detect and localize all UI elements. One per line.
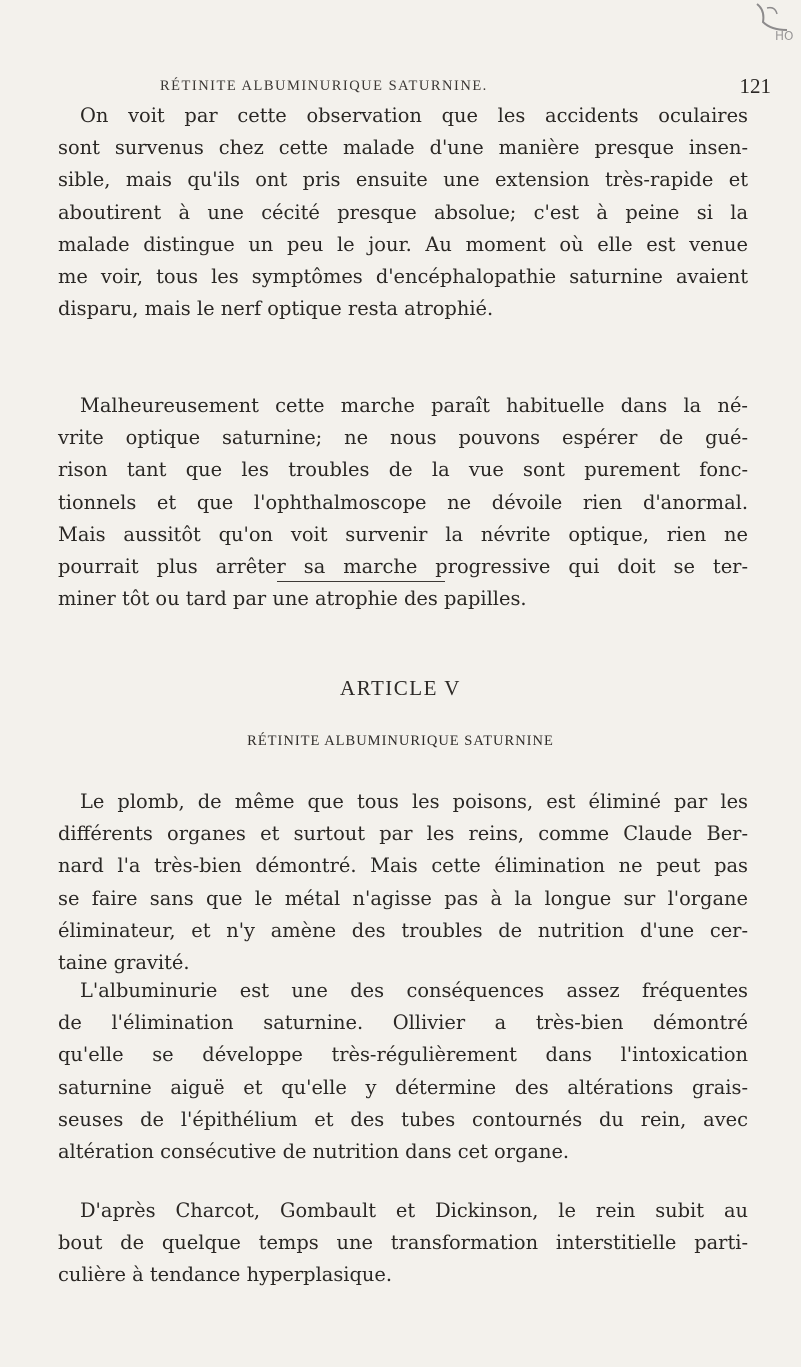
text-line: Malheureusement cette marche paraît habituelle dans la né- <box>80 394 748 417</box>
text-line: altération consécutive de nutrition dans cet organe. <box>58 1140 570 1164</box>
text-line: sont survenus chez cette malade d'une manière presque insen- <box>58 136 748 160</box>
text-line: miner tôt ou tard par une atrophie des papilles. <box>58 587 527 611</box>
text-line: éliminateur, et n'y amène des troubles de nutrition d'une cer- <box>58 918 748 942</box>
section-divider <box>277 581 445 582</box>
paragraph-albuminuria <box>58 975 748 1168</box>
article-heading: ARTICLE V <box>340 676 461 700</box>
paragraph-lead-elimination <box>58 786 748 979</box>
text-line: seuses de l'épithélium et des tubes contournés du rein, avec <box>58 1107 748 1131</box>
text-line: tionnels et que l'ophthalmoscope ne dévoile rien d'anormal. <box>58 490 748 514</box>
text-line: de l'élimination saturnine. Ollivier a très-bien démontré <box>58 1011 748 1035</box>
text-line: différents organes et surtout par les reins, comme Claude Ber- <box>58 822 748 846</box>
paragraph-charcot <box>58 1195 748 1292</box>
text-line: saturnine aiguë et qu'elle y détermine des altérations grais- <box>58 1075 748 1099</box>
text-line: malade distingue un peu le jour. Au moment où elle est venue <box>58 232 748 256</box>
text-line: taine gravité. <box>58 951 190 975</box>
text-line: nard l'a très-bien démontré. Mais cette élimination ne peut pas <box>58 854 748 878</box>
text-line: disparu, mais le nerf optique resta atrophié. <box>58 297 494 321</box>
text-line: vrite optique saturnine; ne nous pouvons espérer de gué- <box>58 426 748 450</box>
text-line: D'après Charcot, Gombault et Dickinson, le rein subit au <box>80 1199 748 1222</box>
text-line: aboutirent à une cécité presque absolue; c'est à peine si la <box>58 200 748 224</box>
text-line: Mais aussitôt qu'on voit survenir la névrite optique, rien ne <box>58 522 748 546</box>
running-head-title: RÉTINITE ALBUMINURIQUE SATURNINE. <box>160 78 488 94</box>
stamp-text: HO <box>775 29 794 43</box>
library-stamp <box>753 0 797 44</box>
text-line: qu'elle se développe très-régulièrement dans l'intoxication <box>58 1043 748 1067</box>
text-line: bout de quelque temps une transformation interstitielle parti- <box>58 1231 748 1255</box>
text-line: Le plomb, de même que tous les poisons, est éliminé par les <box>80 790 748 813</box>
paragraph-observation <box>58 100 748 325</box>
text-line: se faire sans que le métal n'agisse pas à la longue sur l'organe <box>58 886 748 910</box>
article-subheading: RÉTINITE ALBUMINURIQUE SATURNINE <box>247 733 554 749</box>
text-line: pourrait plus arrêter sa marche progressive qui doit se ter- <box>58 555 748 579</box>
page-number: 121 <box>739 74 771 98</box>
text-line: me voir, tous les symptômes d'encéphalopathie saturnine avaient <box>58 265 748 289</box>
text-line: L'albuminurie est une des conséquences assez fréquentes <box>80 979 748 1002</box>
text-line: rison tant que les troubles de la vue sont purement fonc- <box>58 458 748 482</box>
text-line: On voit par cette observation que les accidents oculaires <box>80 104 748 127</box>
text-line: sible, mais qu'ils ont pris ensuite une extension très-rapide et <box>58 168 748 192</box>
text-line: culière à tendance hyperplasique. <box>58 1263 393 1287</box>
